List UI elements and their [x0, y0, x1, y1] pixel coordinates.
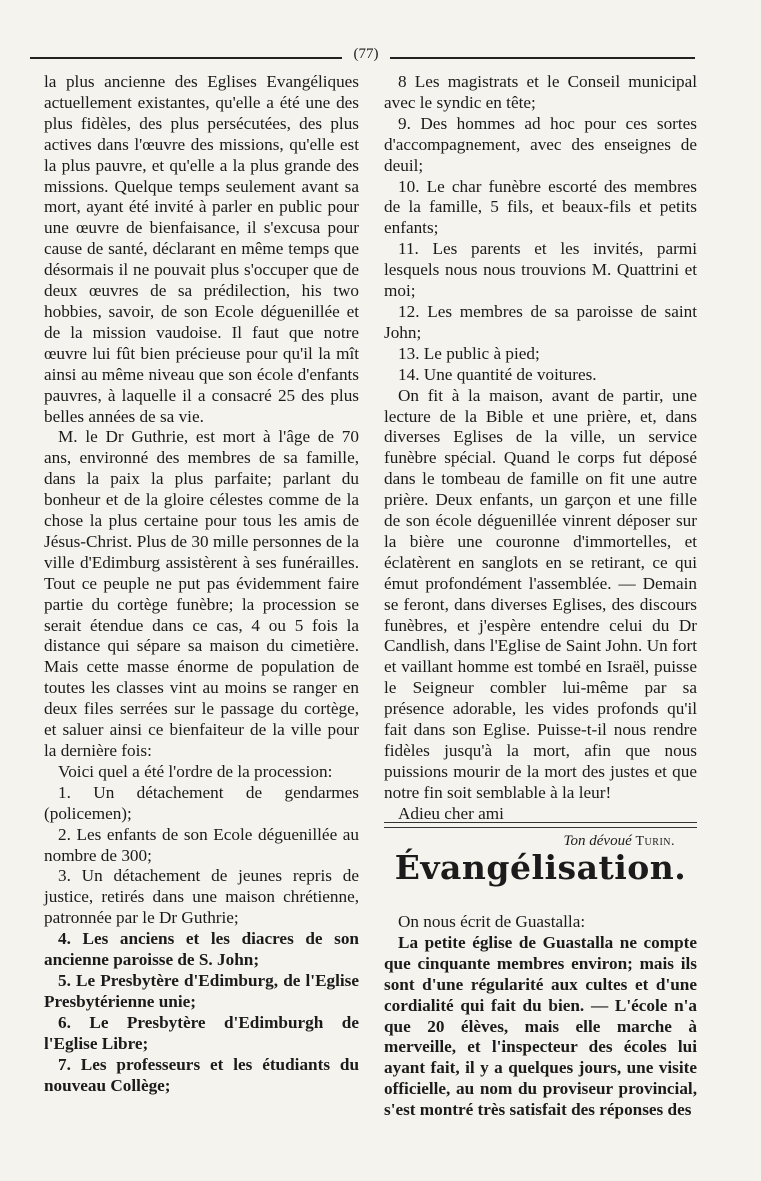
procession-item: 10. Le char funèbre escorté des membres de la famille, 5 fils, et beaux-fils et petits enfants;: [384, 176, 697, 238]
section-title: Évangélisation.: [394, 848, 687, 887]
procession-item: 12. Les membres de sa paroisse de saint John;: [384, 301, 697, 342]
paragraph: On nous écrit de Guastalla:: [398, 912, 586, 931]
page-number: (77): [353, 46, 379, 62]
procession-item: 2. Les enfants de son Ecole déguenillée au nombre de 300;: [44, 824, 359, 865]
paragraph: On fit à la maison, avant de partir, une lecture de la Bible et une prière, et, dans diverses Eglises de la ville, un service funèbre spécial. Quand le corps fut déposé dans le tombeau de famille on fit une autre prière. Deux enfants, un garçon et une fille de son école déguenillée vinrent déposer sur la bière une couronne d'immortelles, et éclatèrent en sanglots en se retirant, ce qui émut profondément l'assemblée. — Demain se feront, dans diverses Eglises, des discours funèbres, et j'espère entendre celui du Dr Candlish, dans l'Eglise de Saint John. Un fort et vaillant homme est tombé en Israël, puisse le Seigneur combler lui-même par sa présence adorable, les vides profonds qu'il fait dans son Eglise. Puisse-t-il nous rendre fidèles jusqu'à la mort, afin que nous puissions mourir de la mort des justes et que notre fin soit semblable à la leur!: [384, 385, 697, 802]
procession-item: 14. Une quantité de voitures.: [398, 364, 597, 384]
procession-item: 5. Le Presbytère d'Edimburg, de l'Eglise Presbytérienne unie;: [44, 970, 359, 1011]
signature-name: Turin.: [635, 833, 675, 849]
procession-item: 8 Les magistrats et le Conseil municipal avec le syndic en tête;: [384, 72, 697, 112]
procession-item: 4. Les anciens et les diacres de son ancienne paroisse de S. John;: [44, 929, 359, 970]
header-rule-right: [390, 57, 695, 59]
paragraph: La petite église de Guastalla ne compte que cinquante membres environ; mais ils sont d'une régularité aux cultes et d'une cordialité qui fait du bien. — L'école n'a que 20 élèves, mais elle marche à merveille, et l'inspecteur des écoles lui ayant fait, il y a quelques jours, une visite officielle, au nom du proviseur provincial, s'est montré très satisfait des réponses des: [384, 932, 697, 1120]
right-column: [384, 72, 697, 853]
procession-item: 7. Les professeurs et les étudiants du nouveau Collège;: [44, 1054, 359, 1095]
left-column: [44, 72, 359, 1096]
procession-item: 6. Le Presbytère d'Edimburgh de l'Eglise Libre;: [44, 1012, 359, 1053]
procession-item: 9. Des hommes ad hoc pour ces sortes d'accompagnement, avec des enseignes de deuil;: [384, 113, 697, 175]
section-divider: [384, 822, 697, 823]
closing-line: Adieu cher ami: [398, 803, 504, 823]
procession-item: 13. Le public à pied;: [398, 343, 540, 363]
header-rule-left: [30, 57, 342, 59]
paragraph: Voici quel a été l'ordre de la procession:: [58, 761, 333, 781]
procession-item: 11. Les parents et les invités, parmi lesquels nous nous trouvions M. Quattrini et moi;: [384, 239, 697, 301]
paragraph: M. le Dr Guthrie, est mort à l'âge de 70 ans, environné des membres de sa famille, dans la paix la plus parfaite; parlant du bonheur et de la gloire célestes comme de la chose la plus certaine pour tous les amis de Jésus-Christ. Plus de 30 mille personnes de la ville d'Edimburg assistèrent à ses funérailles. Tout ce peuple ne put pas évidemment faire partie du cortège funèbre; la procession se serait étendue dans ce cas, 4 ou 5 fois la distance qui sépare sa maison du cimetière. Mais cette masse énorme de population de toutes les classes vint au moins se ranger en deux files serrées sur le passage du cortège, et saluer ainsi ce bienfaiteur de la ville pour la dernière fois:: [44, 427, 359, 760]
paragraph: la plus ancienne des Eglises Evangéliques actuellement existantes, qu'elle a été une des plus fidèles, des plus persécutées, des plus actives dans l'œuvre des missions, qu'elle est la plus pauvre, et qu'elle a la plus grande des missions. Quelque temps seulement avant sa mort, ayant été invité à parler en public pour une œuvre de bienfaisance, il s'excusa pour cause de santé, déclarant en même temps que désormais il ne pouvait plus s'occuper que de deux œuvres de sa prédilection, his two hobbies, savoir, de son Ecole déguenillée et de la mission vaudoise. Il faut que notre œuvre lui fût bien précieuse pour qu'il la mît ainsi au même niveau que son école d'enfants pauvres, à laquelle il a consacré 25 des plus belles années de sa vie.: [44, 72, 359, 426]
procession-item: 1. Un détachement de gendarmes (policemen);: [44, 782, 359, 823]
page-header: [30, 44, 695, 68]
section-body: [384, 912, 697, 1121]
procession-item: 3. Un détachement de jeunes repris de justice, retirés dans une maison chrétienne, patronnée par le Dr Guthrie;: [44, 866, 359, 928]
section-divider: [384, 827, 697, 828]
signature-prefix: Ton dévoué: [563, 832, 632, 849]
